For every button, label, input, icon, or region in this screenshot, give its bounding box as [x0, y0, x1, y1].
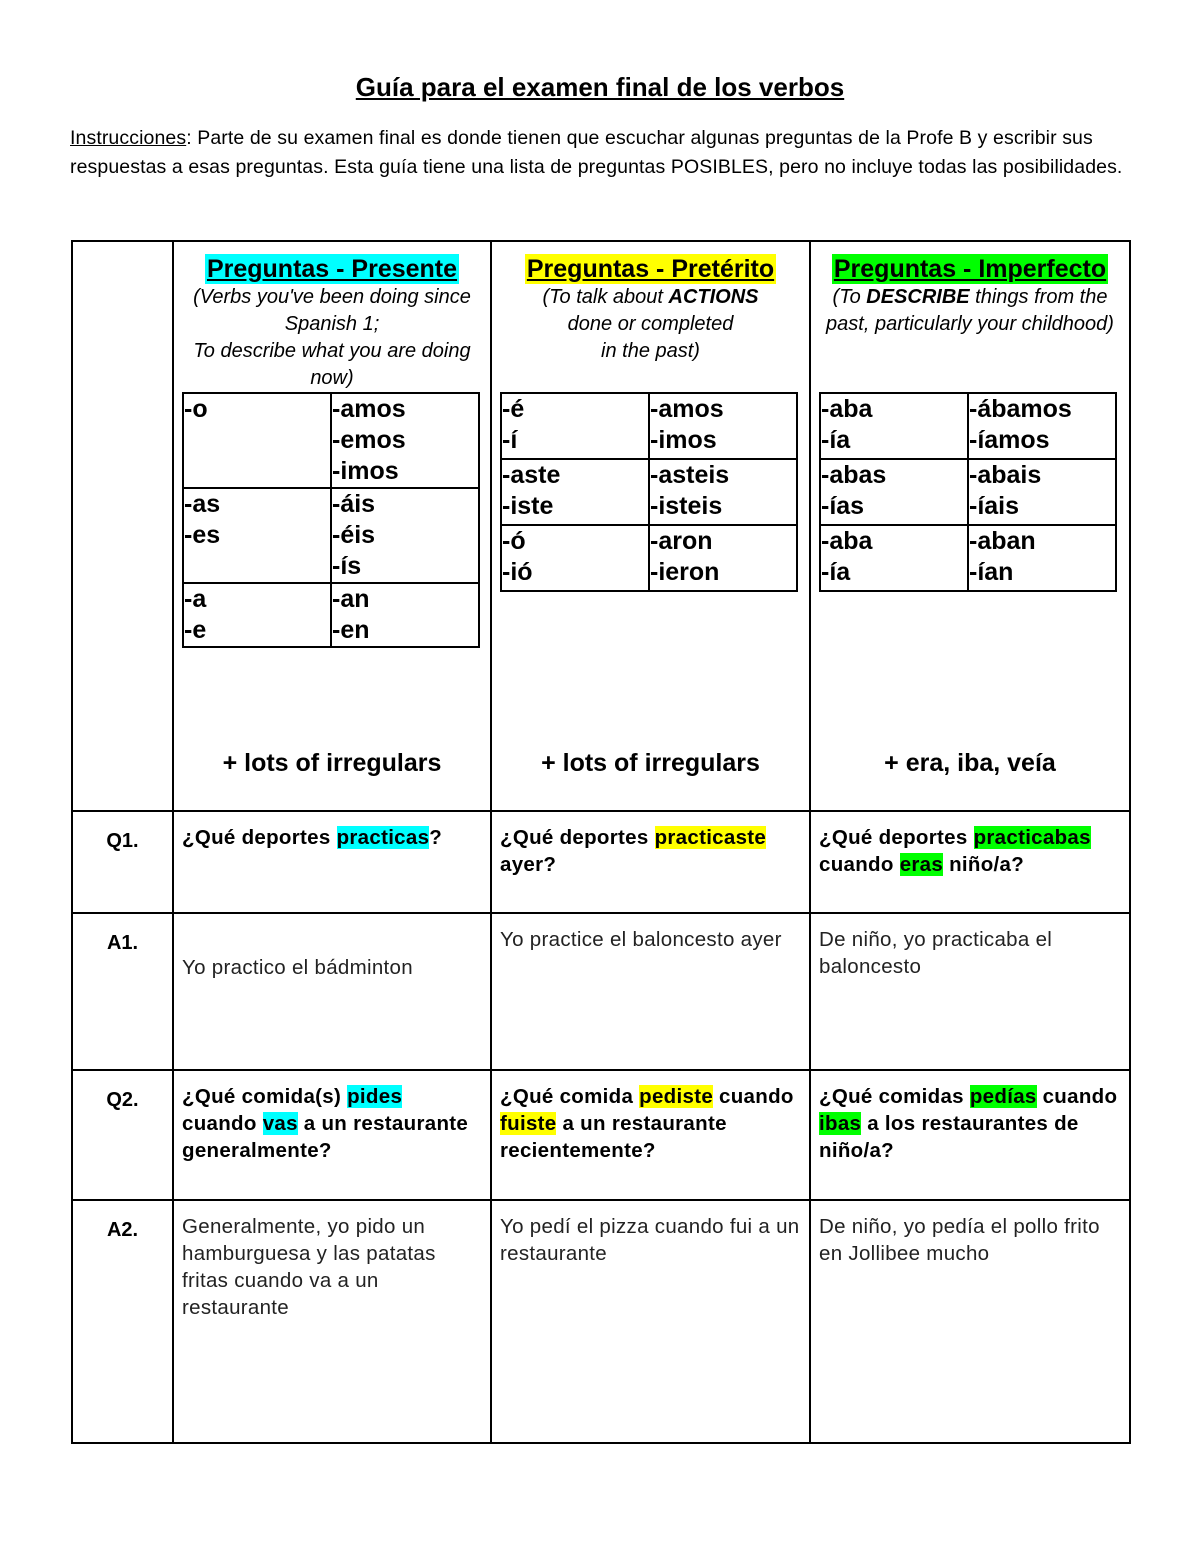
a2-imperfecto: De niño, yo pedía el pollo frito en Jollibee mucho: [810, 1200, 1130, 1443]
ending-cell: -áis -éis -ís: [331, 488, 479, 583]
presente-subtitle: (Verbs you've been doing since Spanish 1; To describe what you are doing now): [193, 286, 471, 389]
row-label: A2.: [72, 1200, 173, 1443]
header-empty-cell: [72, 241, 173, 811]
q1-preterito: ¿Qué deportes practicaste ayer?: [491, 811, 810, 913]
ending-cell: -as -es: [183, 488, 331, 583]
ending-cell: -amos -emos -imos: [331, 393, 479, 488]
preterito-extra-note: + lots of irregulars: [541, 749, 760, 777]
imperfecto-extra-note: + era, iba, veía: [884, 749, 1056, 777]
ending-cell: -aban -ían: [968, 525, 1116, 591]
q1-presente: ¿Qué deportes practicas?: [173, 811, 491, 913]
q2-preterito: ¿Qué comida pediste cuando fuiste a un restaurante recientemente?: [491, 1070, 810, 1200]
ending-cell: -abas -ías: [820, 459, 968, 525]
preterito-endings-table: [500, 392, 798, 592]
row-label: A1.: [72, 913, 173, 1070]
imperfecto-title: Preguntas - Imperfecto: [833, 255, 1107, 283]
ending-cell: -amos -imos: [649, 393, 797, 459]
preterito-subtitle: (To talk about ACTIONS done or completed in the past): [542, 286, 759, 362]
imperfecto-header-cell: [810, 241, 1130, 811]
ending-cell: -aste -iste: [501, 459, 649, 525]
a1-row: [72, 913, 1130, 1070]
preterito-header-cell: [491, 241, 810, 811]
presente-endings-table: [182, 392, 480, 648]
ending-cell: -o: [183, 393, 331, 488]
page-title: Guía para el examen final de los verbos: [355, 72, 845, 102]
a1-presente: Yo practico el bádminton: [173, 913, 491, 1070]
ending-cell: -abais -íais: [968, 459, 1116, 525]
row-label: Q1.: [72, 811, 173, 913]
ending-cell: -ábamos -íamos: [968, 393, 1116, 459]
ending-cell: -é -í: [501, 393, 649, 459]
q2-presente: ¿Qué comida(s) pides cuando vas a un restaurante generalmente?: [173, 1070, 491, 1200]
ending-cell: -a -e: [183, 583, 331, 647]
row-label: Q2.: [72, 1070, 173, 1200]
q1-row: [72, 811, 1130, 913]
imperfecto-subtitle: (To DESCRIBE things from the past, particularly your childhood): [826, 286, 1114, 335]
a1-preterito: Yo practice el baloncesto ayer: [491, 913, 810, 1070]
ending-cell: -aba -ía: [820, 525, 968, 591]
presente-extra-note: + lots of irregulars: [222, 749, 442, 777]
a2-presente: Generalmente, yo pido un hamburguesa y las patatas fritas cuando va a un restaurante: [173, 1200, 491, 1443]
a1-imperfecto: De niño, yo practicaba el baloncesto: [810, 913, 1130, 1070]
ending-cell: -an -en: [331, 583, 479, 647]
instructions-paragraph: [70, 124, 1130, 182]
instructions-label: Instrucciones: [70, 127, 187, 149]
a2-preterito: Yo pedí el pizza cuando fui a un restaurante: [491, 1200, 810, 1443]
ending-cell: -aba -ía: [820, 393, 968, 459]
preterito-title: Preguntas - Pretérito: [526, 255, 775, 283]
verb-guide-table: [71, 240, 1131, 1444]
instructions-text: : Parte de su examen final es donde tienen que escuchar algunas preguntas de la Profe B y escribir sus respuestas a esas preguntas. Esta guía tiene una lista de preguntas POSIBLES, pero no incluye todas las posibilidades.: [70, 127, 1123, 178]
q2-imperfecto: ¿Qué comidas pedías cuando ibas a los restaurantes de niño/a?: [810, 1070, 1130, 1200]
header-row: [72, 241, 1130, 811]
ending-cell: -ó -ió: [501, 525, 649, 591]
presente-header-cell: [173, 241, 491, 811]
q2-row: [72, 1070, 1130, 1200]
ending-cell: -aron -ieron: [649, 525, 797, 591]
presente-title: Preguntas - Presente: [206, 255, 458, 283]
a2-row: [72, 1200, 1130, 1443]
imperfecto-endings-table: [819, 392, 1117, 592]
q1-imperfecto: ¿Qué deportes practicabas cuando eras niño/a?: [810, 811, 1130, 913]
ending-cell: -asteis -isteis: [649, 459, 797, 525]
